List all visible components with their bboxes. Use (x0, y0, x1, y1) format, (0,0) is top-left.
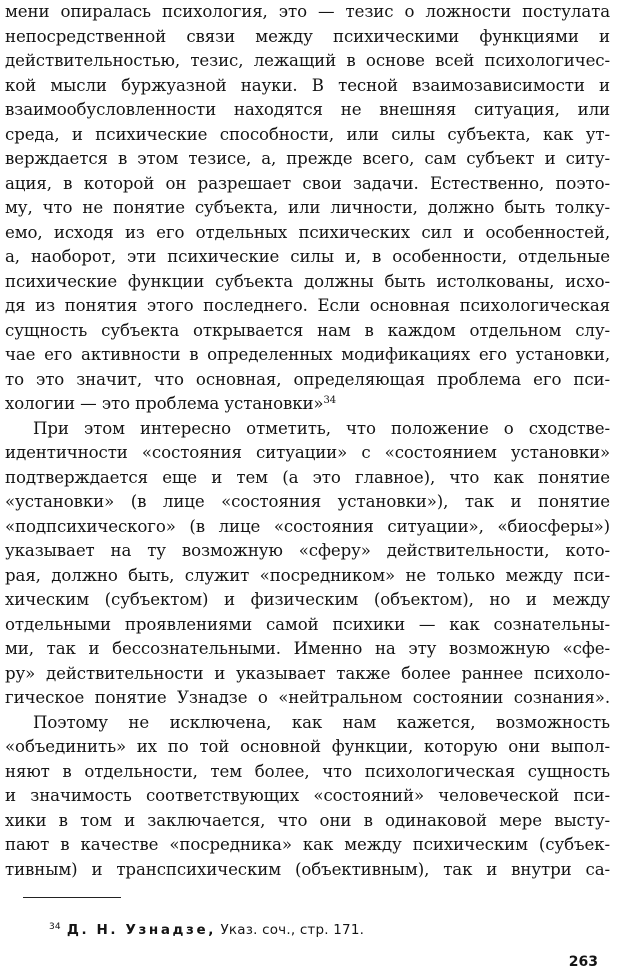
text-line: хическим (субъектом) и физическим (объектом), но и между (5, 590, 610, 609)
book-page (5, 0, 610, 975)
text-line: то это значит, что основная, определяющая проблема его пси- (5, 369, 610, 389)
footnote-citation: Указ. соч., стр. 171. (220, 922, 365, 938)
text-line: психические функции субъекта должны быть истолкованы, исхо- (5, 271, 610, 291)
text-line: ация, в которой он разрешает свои задачи. Естественно, поэто- (5, 173, 610, 193)
text-line: му, что не понятие субъекта, или личности, должно быть толку- (5, 198, 610, 217)
text-line-last (5, 392, 610, 417)
text-line: указывает на ту возможную «сферу» действительности, кото- (5, 541, 610, 560)
text-line: тивным) и транспсихическим (объективным), так и внутри са- (5, 859, 610, 879)
text-line-indented: Поэтому не исключена, как нам кажется, возможность (33, 712, 610, 732)
text-line: идентичности «состояния ситуации» с «состоянием установки» (5, 443, 610, 462)
text-line: дя из понятия этого последнего. Если основная психологическая (5, 296, 610, 315)
text-line: кой мысли буржуазной науки. В тесной взаимозависимости и (5, 75, 610, 95)
text-line: гическое понятие Узнадзе о «нейтральном состоянии сознания». (5, 688, 610, 707)
text-line: няют в отдельности, тем более, что психологическая сущность (5, 761, 610, 781)
text-line: верждается в этом тезисе, а, прежде всего, сам субъект и ситу- (5, 149, 610, 168)
text-line: взаимообусловленности находятся не внешняя ситуация, или (5, 100, 610, 119)
text-line: а, наоборот, эти психические силы и, в особенности, отдельные (5, 247, 610, 266)
footnote-author: Д. Н. Узнадзе, (66, 922, 216, 938)
text-line: сущность субъекта открывается нам в каждом отдельном слу- (5, 320, 610, 340)
text-line: «установки» (в лице «состояния установки»), так и понятие (5, 492, 610, 511)
text-line: ми, так и бессознательными. Именно на эту возможную «сфе- (5, 639, 610, 658)
text-line: непосредственной связи между психическими функциями и (5, 26, 610, 46)
text-line: и значимость соответствующих «состояний» человеческой пси- (5, 786, 610, 805)
text-line-indented: При этом интересно отметить, что положение о сходстве- (33, 418, 610, 438)
text-line: подтверждается еще и тем (а это главное), что как понятие (5, 467, 610, 487)
text-line: чае его активности в определенных модификациях его установки, (5, 345, 610, 364)
text-line: ру» действительности и указывает также более раннее психоло- (5, 663, 610, 683)
footnote (49, 922, 364, 938)
text-line: пают в качестве «посредника» как между психическим (субъек- (5, 835, 610, 854)
text-line: рая, должно быть, служит «посредником» не только между пси- (5, 565, 610, 585)
footnote-separator (23, 897, 121, 898)
text-line: хики в том и заключается, что они в одинаковой мере высту- (5, 810, 610, 830)
text-line: мени опиралась психология, это — тезис о ложности постулата (5, 2, 610, 21)
text-line: отдельными проявлениями самой психики — как сознательны- (5, 614, 610, 634)
text-line: действительностью, тезис, лежащий в основе всей психологичес- (5, 51, 610, 70)
text-line: «подпсихического» (в лице «состояния ситуации», «биосферы») (5, 516, 610, 536)
text-line: среда, и психические способности, или силы субъекта, как ут- (5, 124, 610, 144)
text-line-content: хологии — это проблема установки» (5, 394, 324, 413)
footnote-mark: 34 (49, 922, 61, 932)
text-line: емо, исходя из его отдельных психических сил и особенностей, (5, 222, 610, 242)
footnote-reference[interactable]: 34 (323, 395, 337, 406)
page-number: 263 (568, 954, 598, 970)
text-line: «объединить» их по той основной функции, которую они выпол- (5, 737, 610, 756)
body-text (5, 0, 610, 882)
